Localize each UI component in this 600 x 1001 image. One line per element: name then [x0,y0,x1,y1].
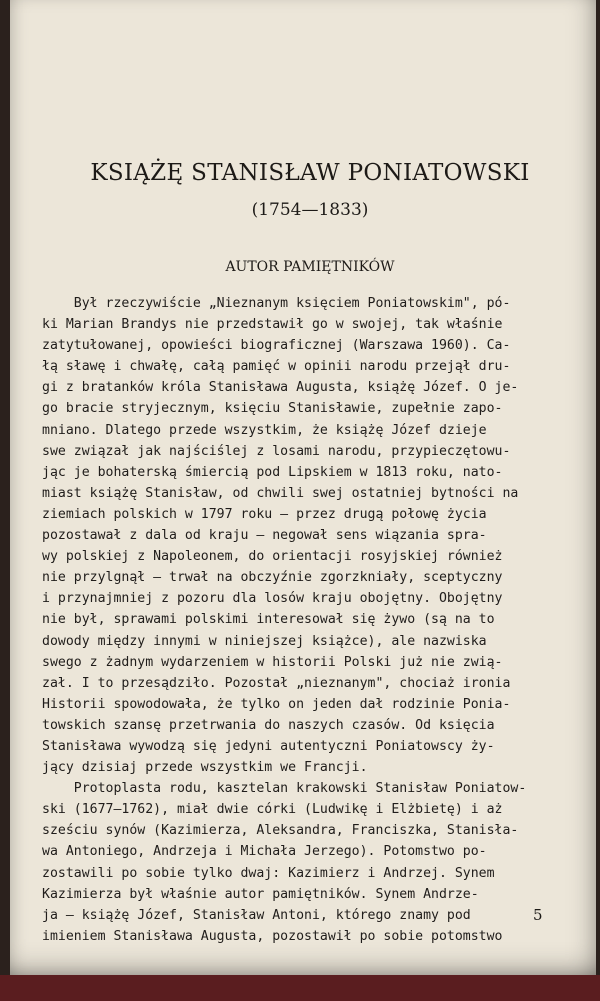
text-line: ziemiach polskich w 1797 roku — przez drugą połowę życia [42,506,487,522]
text-line: ki Marian Brandys nie przedstawił go w swojej, tak właśnie [42,317,503,333]
text-line: gi z bratanków króla Stanisława Augusta, książę Józef. O je- [42,380,519,396]
chapter-title: KSIĄŻĘ STANISŁAW PONIATOWSKI [90,160,530,186]
text-line: łą sławę i chwałę, całą pamięć w opinii narodu przejął dru- [42,359,511,375]
text-line: ja — książę Józef, Stanisław Antoni, którego znamy pod [42,907,471,923]
text-line: pozostawał z dala od kraju — negował sens wiązania spra- [42,528,487,544]
text-line: jąc je bohaterską śmiercią pod Lipskiem w 1813 roku, nato- [42,464,503,480]
chapter-dates: (1754—1833) [251,200,369,220]
text-line: wy polskiej z Napoleonem, do orientacji rosyjskiej również [42,549,503,565]
text-line: wa Antoniego, Andrzeja i Michała Jerzego). Potomstwo po- [42,844,487,860]
text-line: nie był, sprawami polskimi interesował się żywo (są na to [42,612,495,628]
text-line: zostawili po sobie tylko dwaj: Kazimierz i Andrzej. Synem [42,865,495,881]
body-text [42,293,552,947]
text-line: Historii spowodowała, że tylko on jeden dał rodzinie Ponia- [42,696,511,712]
text-line: imieniem Stanisława Augusta, pozostawił po sobie potomstwo [42,928,503,944]
text-line: ski (1677—1762), miał dwie córki (Ludwikę i Elżbietę) i aż [42,802,503,818]
text-line: sześciu synów (Kazimierza, Aleksandra, Franciszka, Stanisła- [42,823,519,839]
text-line: i przynajmniej z pozoru dla losów kraju obojętny. Obojętny [42,591,503,607]
section-heading: AUTOR PAMIĘTNIKÓW [225,259,395,275]
text-line: zatytułowanej, opowieści biograficznej (Warszawa 1960). Ca- [42,338,511,354]
text-line: towskich szansę przetrwania do naszych czasów. Od księcia [42,717,495,733]
text-line: Kazimierza był właśnie autor pamiętników. Synem Andrze- [42,886,479,902]
text-line: jący dzisiaj przede wszystkim we Francji. [42,760,368,776]
page-number: 5 [533,906,543,924]
text-line: Stanisława wywodzą się jedyni autentyczni Poniatowscy ży- [42,738,495,754]
book-page [10,0,596,975]
text-line: swe związał jak najściślej z losami narodu, przypieczętowu- [42,443,511,459]
text-line: Był rzeczywiście „Nieznanym księciem Poniatowskim", pó- [42,296,511,311]
text-line: mniano. Dlatego przede wszystkim, że książę Józef dzieje [42,422,487,438]
text-line: go bracie stryjecznym, księciu Stanisławie, zupełnie zapo- [42,401,503,417]
text-line: dowody między innymi w niniejszej książce), ale nazwiska [42,633,487,649]
text-line: nie przylgnął — trwał na obczyźnie zgorzkniały, sceptyczny [42,570,503,586]
text-line: swego z żadnym wydarzeniem w historii Polski już nie zwią- [42,654,503,670]
text-line: zał. I to przesądziło. Pozostał „nieznanym", chociaż ironia [42,675,511,691]
text-line: Protoplasta rodu, kasztelan krakowski Stanisław Poniatow- [42,781,527,797]
text-line: miast książę Stanisław, od chwili swej ostatniej bytności na [42,485,519,501]
book-cover-edge [0,975,600,1001]
